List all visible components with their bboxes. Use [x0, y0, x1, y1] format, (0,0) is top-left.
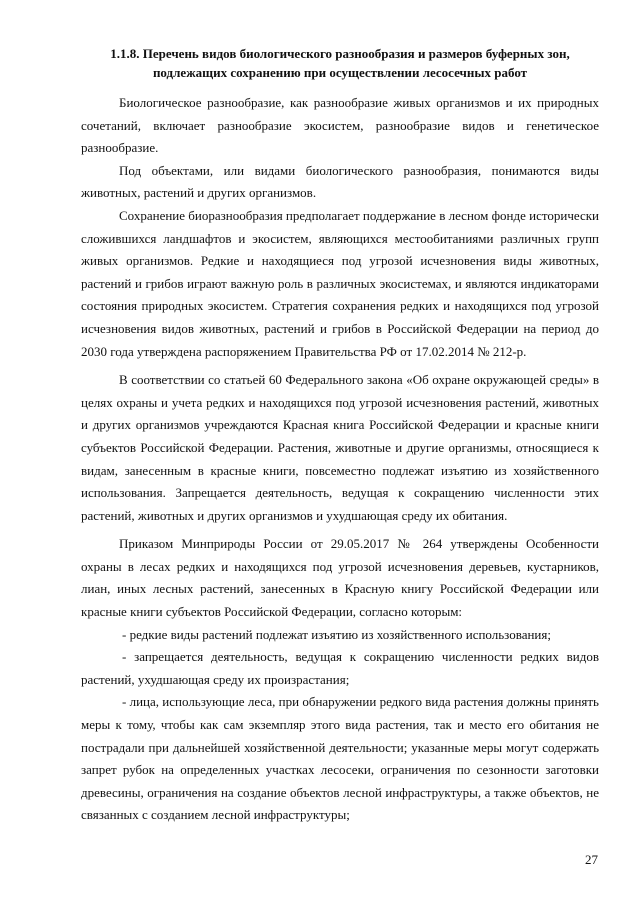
paragraph-ministry-order: Приказом Минприроды России от 29.05.2017 № 264 утверждены Особенности охраны в лесах редких и находящихся под угрозой исчезновения деревьев, кустарников, лиан, иных лесных растений, занесенных в Красную книгу Российской Федерации или красные книги субъектов Российской Федерации, согласно которым: [81, 536, 599, 620]
list-item: - лица, использующие леса, при обнаружении редкого вида растения должны принять меры к тому, чтобы как сам экземпляр этого вида растения, так и место его обитания не пострадали при дальнейшей хозяйственной деятельности; указанные меры могут содержать запрет рубок на определенных участках лесосеки, ограничения по сезонности заготовки древесины, ограничения на создание объектов лесной инфраструктуры, а также объектов, не связанных с созданием лесной инфраструктуры; [81, 694, 599, 823]
section-title [80, 44, 600, 82]
paragraph-biodiversity-definition: Биологическое разнообразие, как разнообразие живых организмов и их природных сочетаний, включает разнообразие экосистем, разнообразие видов и генетическое разнообразие. [81, 95, 599, 156]
document-body [81, 92, 599, 827]
list-item: - запрещается деятельность, ведущая к сокращению численности редких видов растений, ухудшающая среду их произрастания; [81, 649, 599, 687]
paragraph-biodiversity-conservation: Сохранение биоразнообразия предполагает поддержание в лесном фонде исторически сложившихся ландшафтов и экосистем, являющихся местообитаниями различных групп живых организмов. Редкие и находящиеся под угрозой исчезновения виды животных, растений и грибов играют важную роль в различных экосистемах, и являются индикаторами состояния природных экосистем. Стратегия сохранения редких и находящихся под угрозой исчезновения видов животных, растений и грибов в Российской Федерации на период до 2030 года утверждена распоряжением Правительства РФ от 17.02.2014 № 212-р. [81, 207, 600, 359]
page-number: 27 [585, 852, 598, 867]
list-item: - редкие виды растений подлежат изъятию из хозяйственного использования; [122, 626, 551, 642]
section-title-line-2: подлежащих сохранению при осуществлении лесосечных работ [152, 65, 528, 80]
paragraph-red-book-law: В соответствии со статьей 60 Федерального закона «Об охране окружающей среды» в целях охраны и учета редких и находящихся под угрозой исчезновения растений, животных и других организмов учреждаются Красная книга Российской Федерации и красные книги субъектов Российской Федерации. Растения, животные и другие организмы, относящиеся к видам, занесенным в красные книги, повсеместно подлежат изъятию из хозяйственного использования. Запрещается деятельность, ведущая к сокращению численности этих растений, животных и других организмов и ухудшающая среду их обитания. [81, 372, 599, 523]
section-title-line-1: 1.1.8. Перечень видов биологического разнообразия и размеров буферных зон, [110, 46, 570, 61]
paragraph-biodiversity-objects: Под объектами, или видами биологического разнообразия, понимаются виды животных, растений и других организмов. [81, 162, 599, 201]
